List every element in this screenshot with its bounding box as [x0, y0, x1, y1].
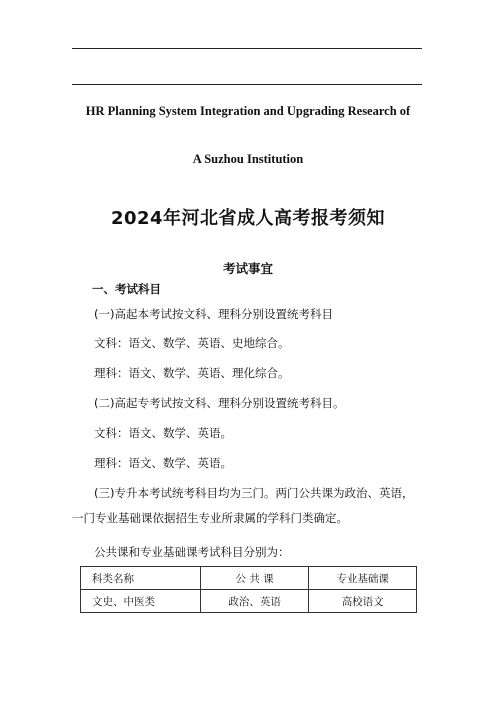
- paragraph-line: 理科：语文、数学、英语、理化综合。: [94, 366, 290, 380]
- table-row: [81, 590, 417, 613]
- header-rule-bottom: [72, 84, 422, 85]
- paragraph-exam-subjects: (三)专升本考试统考科目均为三门。两门公共课为政治、英语，一门专业基础课依据招生专业所隶属的学科门类确定。: [72, 486, 414, 525]
- table-cell: 文史、中医类: [81, 590, 201, 613]
- table-header-cell: 公 共 课: [200, 567, 309, 590]
- paragraph-line: 文科：语文、数学、英语、史地综合。: [94, 336, 290, 350]
- paragraph-line: 文科：语文、数学、英语。: [94, 426, 232, 440]
- paragraph-line: 理科：语文、数学、英语。: [94, 456, 232, 470]
- table-header-row: [81, 567, 417, 590]
- section-heading: 考试事宜: [222, 261, 273, 276]
- table-intro: 公共课和专业基础课考试科目分别为：: [94, 545, 290, 559]
- paragraph-line: (二)高起专考试按文科、理科分别设置统考科目。: [94, 396, 345, 410]
- document-title: 2024年河北省成人高考报考须知: [110, 208, 386, 229]
- english-title-line1: HR Planning System Integration and Upgrading Research of: [85, 104, 411, 118]
- paragraph-line: (一)高起本考试按文科、理科分别设置统考科目: [94, 307, 333, 321]
- table-header-cell: 科类名称: [81, 567, 201, 590]
- subsection-heading: 一、考试科目: [92, 282, 161, 296]
- table-cell: 政治、英语: [200, 590, 309, 613]
- subjects-table: [80, 566, 417, 613]
- table-cell: 高校语文: [309, 590, 417, 613]
- english-title-line2: A Suzhou Institution: [192, 152, 304, 166]
- table-header-cell: 专业基础课: [309, 567, 417, 590]
- header-rule-top: [72, 48, 422, 49]
